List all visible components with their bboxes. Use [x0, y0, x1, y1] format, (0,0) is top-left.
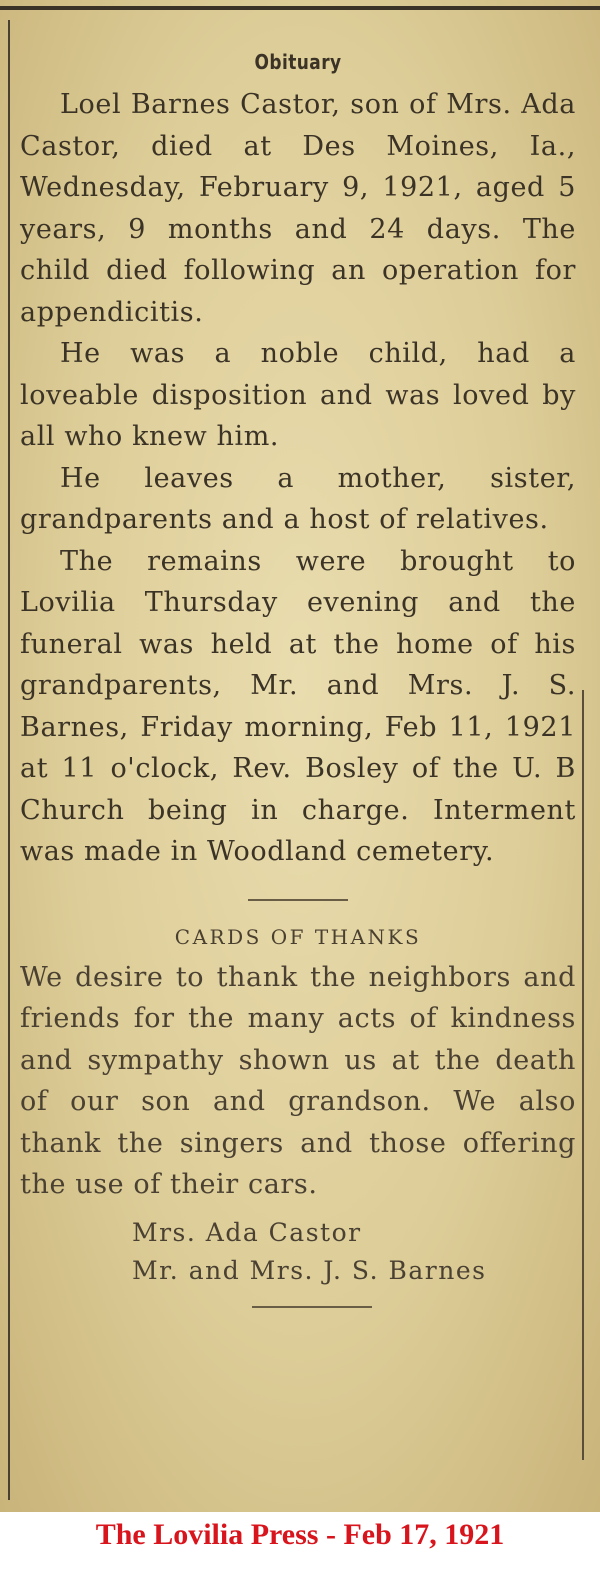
article-column: [20, 40, 576, 1308]
obituary-paragraph-3: [20, 458, 576, 541]
end-rule: [252, 1306, 372, 1308]
source-caption: The Lovilia Press - Feb 17, 1921: [95, 1518, 505, 1551]
left-column-rule: [8, 20, 10, 1500]
obituary-paragraph-4-text: The remains were brought to Lovilia Thursday evening and the funeral was held at the home of his grandparents, Mr. and Mrs. J. S. Barnes, Friday morning, Feb 11, 1921 at 11 o'clock, Rev. Bosley of the U. B Church being in charge. Interment was made in Woodland cemetery.: [20, 545, 576, 867]
top-rule: [0, 6, 600, 10]
obituary-paragraph-1-text: Loel Barnes Castor, son of Mrs. Ada Castor, died at Des Moines, Ia., Wednesday, February 9, 1921, aged 5 years, 9 months and 24 days. The child died following an operation for appendicitis.: [20, 89, 576, 328]
right-column-rule: [582, 690, 584, 1460]
obituary-paragraph-2-text: He was a noble child, had a loveable disposition and was loved by all who knew him.: [20, 338, 576, 452]
obituary-paragraph-3-text: He leaves a mother, sister, grandparents and a host of relatives.: [20, 462, 576, 535]
obituary-paragraph-1: [20, 84, 576, 333]
section-divider: [248, 899, 348, 901]
obituary-heading: Obituary: [254, 50, 342, 74]
signature-2: Mr. and Mrs. J. S. Barnes: [132, 1255, 487, 1285]
cards-of-thanks-heading: CARDS OF THANKS: [174, 924, 422, 949]
obituary-paragraph-4: [20, 541, 576, 873]
cards-of-thanks-paragraph: [20, 957, 576, 1206]
signature-1: Mrs. Ada Castor: [132, 1217, 362, 1247]
obituary-paragraph-2: [20, 333, 576, 458]
cards-of-thanks-text: We desire to thank the neighbors and friends for the many acts of kindness and sympathy shown us at the death of our son and grandson. We also thank the singers and those offering the use of their cars.: [20, 961, 576, 1200]
